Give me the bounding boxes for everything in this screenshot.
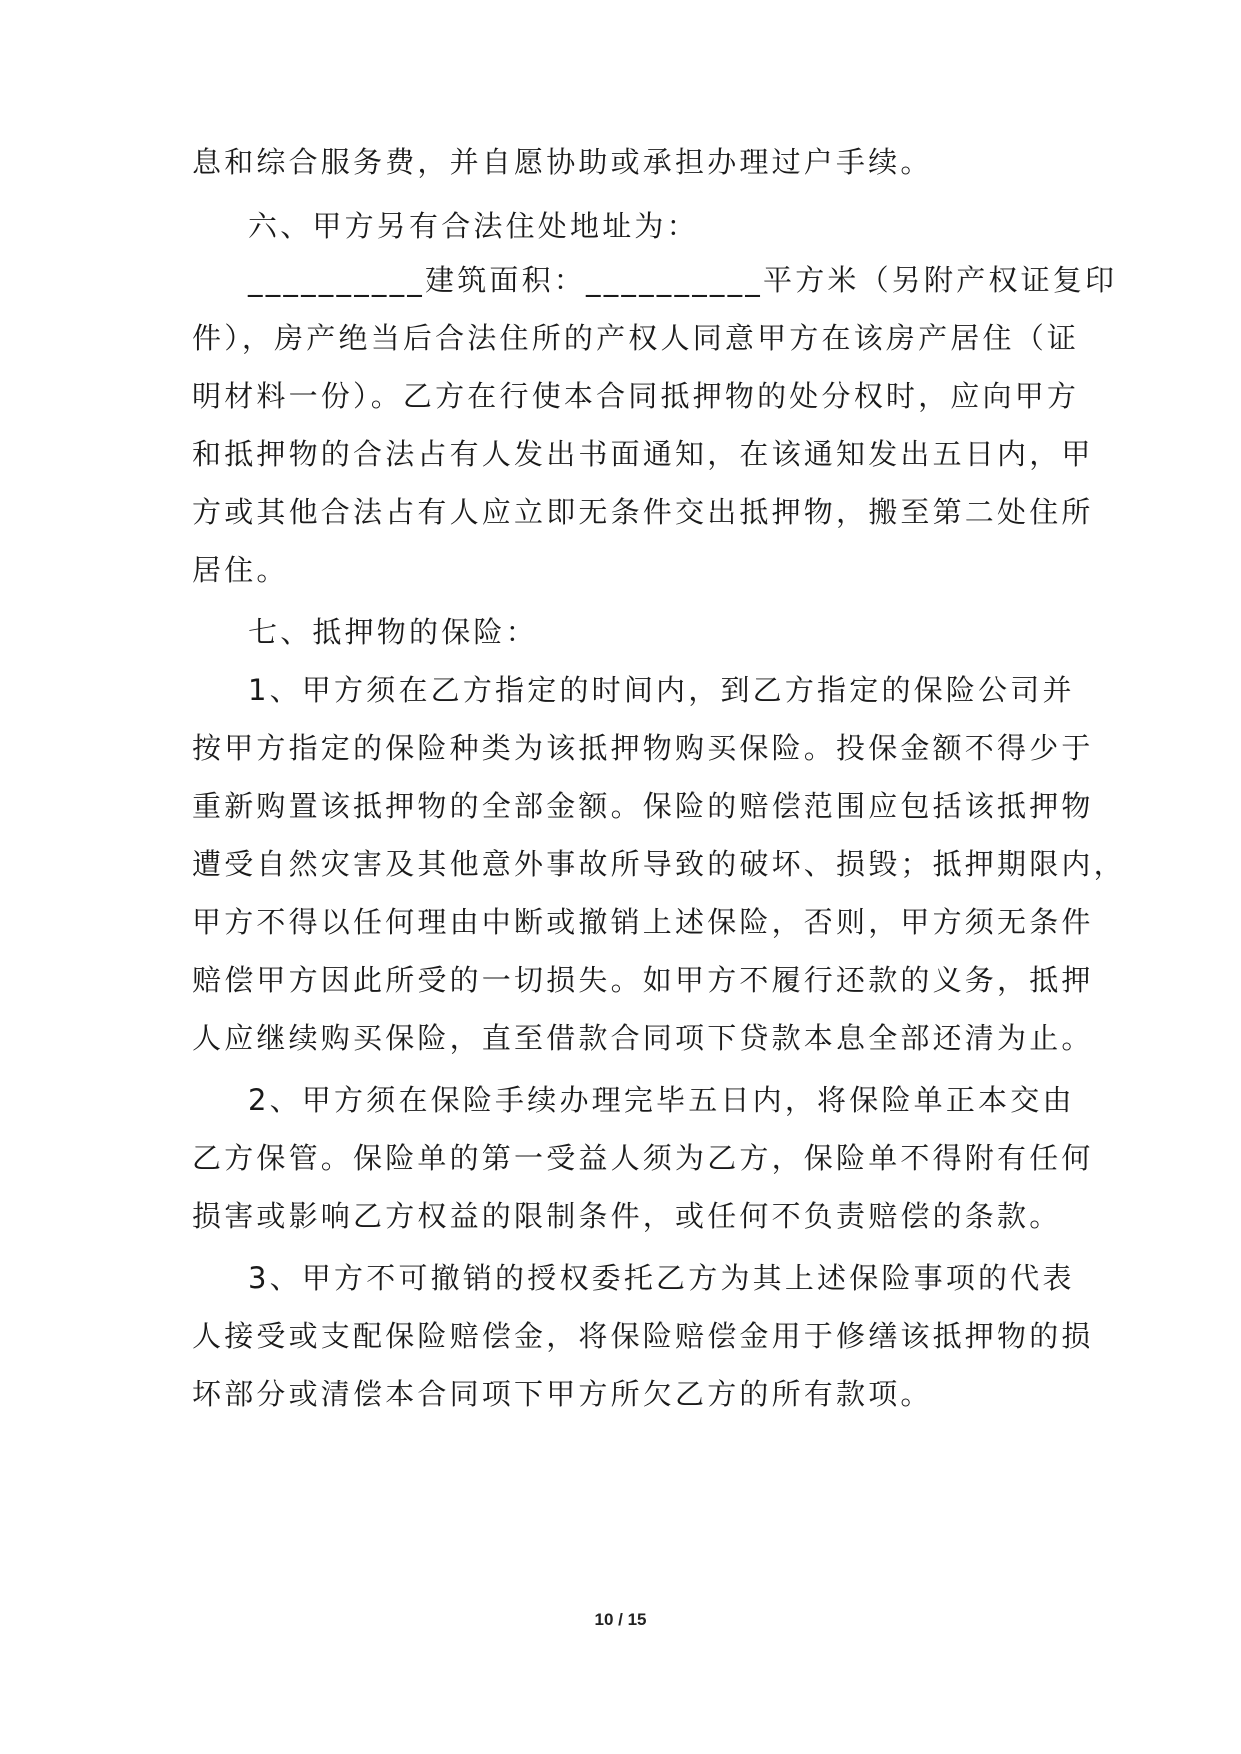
text-line: 3、甲方不可撤销的授权委托乙方为其上述保险事项的代表 <box>248 1261 1075 1295</box>
text-line: 1、甲方须在乙方指定的时间内，到乙方指定的保险公司并 <box>248 673 1075 707</box>
text-line: 方或其他合法占有人应立即无条件交出抵押物，搬至第二处住所 <box>192 495 1094 529</box>
text-line: 人应继续购买保险，直至借款合同项下贷款本息全部还清为止。 <box>192 1021 1094 1055</box>
text-line: 损害或影响乙方权益的限制条件，或任何不负责赔偿的条款。 <box>192 1199 1062 1233</box>
text-line: 人接受或支配保险赔偿金，将保险赔偿金用于修缮该抵押物的损 <box>192 1319 1094 1353</box>
text-line: 甲方不得以任何理由中断或撤销上述保险，否则，甲方须无条件 <box>192 905 1094 939</box>
text-line: 居住。 <box>192 553 289 587</box>
section-heading-7: 七、抵押物的保险： <box>248 615 538 649</box>
section-heading-6: 六、甲方另有合法住处地址为： <box>248 209 699 243</box>
text-line: 赔偿甲方因此所受的一切损失。如甲方不履行还款的义务，抵押 <box>192 963 1094 997</box>
text-line: 件），房产绝当后合法住所的产权人同意甲方在该房产居住（证 <box>192 321 1080 355</box>
text-line: 息和综合服务费，并自愿协助或承担办理过户手续。 <box>192 145 933 179</box>
text-line: __________建筑面积：__________平方米（另附产权证复印 <box>248 263 1118 297</box>
text-line: 2、甲方须在保险手续办理完毕五日内，将保险单正本交由 <box>248 1083 1075 1117</box>
text-line: 坏部分或清偿本合同项下甲方所欠乙方的所有款项。 <box>192 1377 933 1411</box>
text-line: 明材料一份）。乙方在行使本合同抵押物的处分权时，应向甲方 <box>192 379 1080 413</box>
text-line: 按甲方指定的保险种类为该抵押物购买保险。投保金额不得少于 <box>192 731 1094 765</box>
page-number: 10 / 15 <box>594 1610 647 1629</box>
text-line: 乙方保管。保险单的第一受益人须为乙方，保险单不得附有任何 <box>192 1141 1094 1175</box>
text-line: 和抵押物的合法占有人发出书面通知，在该通知发出五日内，甲 <box>192 437 1094 471</box>
text-line: 重新购置该抵押物的全部金额。保险的赔偿范围应包括该抵押物 <box>192 789 1094 823</box>
text-line: 遭受自然灾害及其他意外事故所导致的破坏、损毁；抵押期限内， <box>192 847 1126 881</box>
